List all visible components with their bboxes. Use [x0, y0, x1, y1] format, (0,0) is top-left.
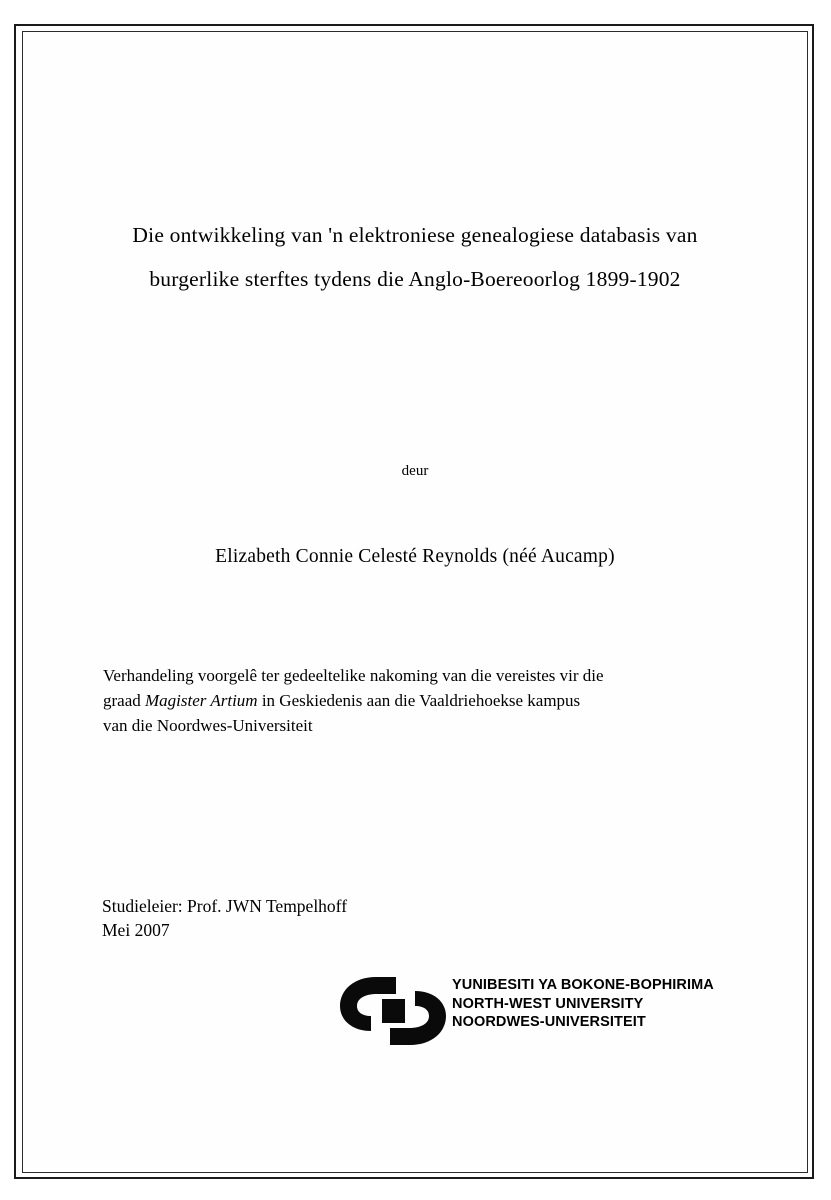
- degree-statement-line-3: van die Noordwes-Universiteit: [103, 716, 313, 735]
- nwu-logo-text-line-1: YUNIBESITI YA BOKONE-BOPHIRIMA: [452, 977, 714, 993]
- degree-statement-line-2: [103, 688, 723, 713]
- degree-statement-line-1: Verhandeling voorgelê ter gedeeltelike nakoming van die vereistes vir die: [103, 666, 604, 685]
- degree-statement-line-2-before: graad: [103, 691, 146, 710]
- nwu-logo-text-line-3: NOORDWES-UNIVERSITEIT: [452, 1014, 646, 1030]
- title-page-content: [100, 31, 730, 1173]
- supervisor-block: [102, 894, 602, 942]
- submission-date: Mei 2007: [102, 920, 170, 940]
- nwu-logo-text: [452, 976, 714, 1032]
- nwu-logo-text-line-2: NORTH-WEST UNIVERSITY: [452, 995, 644, 1012]
- byline-label: deur: [401, 463, 429, 479]
- degree-statement: [103, 663, 723, 738]
- title-line-1: Die ontwikkeling van 'n elektroniese genealogiese databasis van: [132, 223, 698, 247]
- university-logo: [330, 973, 730, 1063]
- degree-name: Magister Artium: [145, 691, 258, 710]
- page-title: [100, 213, 730, 301]
- title-line-2: burgerlike sterftes tydens die Anglo-Boereoorlog 1899-1902: [149, 267, 681, 291]
- supervisor-name: Studieleier: Prof. JWN Tempelhoff: [102, 896, 348, 916]
- degree-statement-line-2-after: in Geskiedenis aan die Vaaldriehoekse kampus: [257, 691, 581, 710]
- nwu-logo-mark-icon: [338, 975, 448, 1047]
- author-name: Elizabeth Connie Celesté Reynolds (néé Aucamp): [215, 546, 615, 567]
